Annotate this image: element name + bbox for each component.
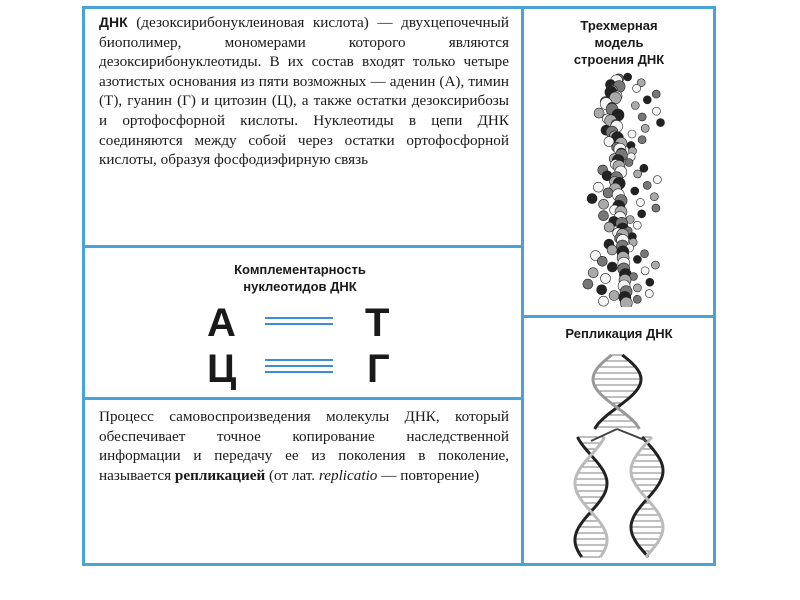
dna-3d-model-icon [563, 71, 683, 307]
divider-right [521, 315, 716, 318]
bond-c-g [265, 359, 333, 377]
complementarity-title-line2: нуклеотидов ДНК [243, 279, 357, 294]
replication-text-before: Процесс самовоспроизведения молекулы ДНК, который обеспечивает точное копирование наследственной информации и передачу ее из поколения в поколение, называется [99, 408, 509, 484]
bond-line [265, 371, 333, 373]
bond-a-t [265, 317, 333, 329]
model-title-line3: строения ДНК [573, 52, 665, 67]
divider-complementarity [85, 397, 521, 400]
dna-info-sheet [82, 6, 716, 566]
replication-latin: replicatio [318, 466, 378, 484]
replication-panel-title [531, 325, 707, 342]
model-title-line2: модель [594, 35, 644, 50]
nucleotide-g: Г [367, 347, 390, 391]
model-title-line1: Трехмерная [580, 18, 658, 33]
nucleotide-a: А [207, 301, 236, 345]
bond-line [265, 359, 333, 361]
replication-text-after: — повторение) [381, 466, 480, 484]
column-divider [521, 9, 524, 563]
replication-term: репликацией [174, 466, 266, 484]
dna-replication-icon [555, 351, 685, 561]
definition-paragraph [99, 13, 509, 170]
replication-text-middle: (от лат. [269, 466, 316, 484]
bond-line [265, 317, 333, 319]
model-panel-title [531, 17, 707, 68]
complementarity-title [165, 261, 435, 295]
complementarity-title-line1: Комплементарность [234, 262, 366, 277]
divider-definition [85, 245, 521, 248]
replication-title-text: Репликация ДНК [565, 326, 673, 341]
bond-line [265, 323, 333, 325]
replication-paragraph [99, 407, 509, 485]
nucleotide-t: Т [365, 301, 390, 345]
nucleotide-c: Ц [207, 347, 237, 391]
definition-text: (дезоксирибонуклеиновая кислота) — двухцепочечный биополимер, мономерами которого являются дезоксирибонуклеотиды. В их состав входят только четыре азотистых основания из пяти возможных — аденин (А), тимин (Т), гуанин (Г) и цитозин (Ц), а также остатки дезоксирибозы и ортофосфорной кислоты. Нуклеотиды в цепи ДНК соединяются между собой через остатки ортофосфорной кислоты, образуя фосфодиэфирную связь [99, 14, 509, 169]
bond-line [265, 365, 333, 367]
definition-term: ДНК [99, 14, 128, 30]
